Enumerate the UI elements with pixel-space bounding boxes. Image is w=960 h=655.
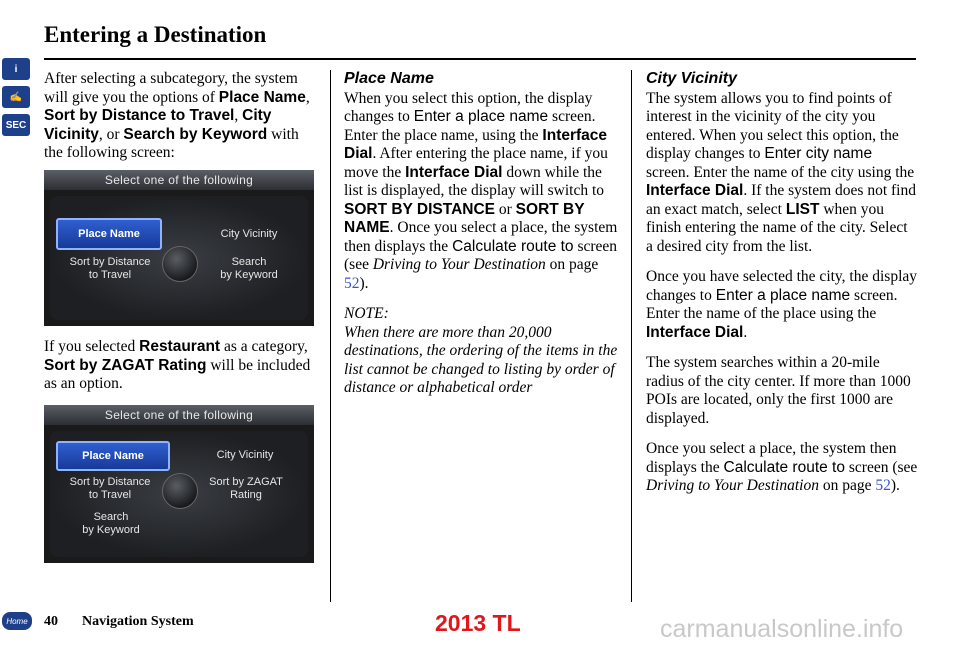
text: with the following screen: — [44, 125, 299, 161]
term-sort-by-distance: SORT BY DISTANCE — [344, 200, 495, 218]
page-title: Entering a Destination — [44, 22, 267, 47]
voice-glyph: ✍ — [9, 91, 23, 103]
side-tabs — [2, 58, 32, 142]
screen-name: Enter city name — [764, 145, 873, 162]
text: . Once you select a place, the system then displays the — [344, 219, 618, 255]
text: on page — [545, 256, 599, 273]
text: Sort by Distance — [69, 476, 151, 488]
term-interface-dial: Interface Dial — [405, 163, 503, 181]
text: as a category, — [220, 338, 308, 355]
term-sort-distance: Sort by Distance to Travel — [44, 107, 235, 124]
text: screen (see — [344, 237, 618, 273]
section-heading-city-vicinity: City Vicinity — [646, 70, 737, 87]
option-city-vicinity[interactable]: City Vicinity — [216, 449, 274, 461]
column-middle — [344, 70, 619, 410]
text: to Travel — [88, 269, 132, 281]
option-sort-distance[interactable] — [54, 476, 166, 502]
text: Once you select a place, the system then displays the — [646, 440, 897, 476]
text: Search — [231, 256, 267, 268]
term-interface-dial: Interface Dial — [646, 182, 744, 199]
note-label: NOTE: — [344, 305, 389, 322]
intro-paragraph — [44, 70, 316, 163]
text: screen. Enter the name of the city using the — [646, 163, 915, 181]
screen-name: Enter a place name — [715, 286, 851, 304]
term-search-keyword: Search by Keyword — [123, 125, 268, 143]
text: down while the list is displayed, the display will switch to — [344, 163, 605, 199]
term-sort-by-name: SORT BY NAME — [344, 200, 585, 236]
interface-dial-icon — [162, 473, 198, 509]
term-place-name: Place Name — [218, 88, 306, 106]
term-sort-zagat: Sort by ZAGAT Rating — [44, 356, 207, 374]
place-name-paragraph — [344, 90, 619, 294]
restaurant-text — [44, 338, 316, 394]
text: Rating — [230, 489, 262, 501]
text: screen (see — [845, 458, 918, 476]
term-list: LIST — [785, 200, 820, 218]
text: Search — [93, 511, 129, 523]
text: , or — [98, 125, 124, 143]
text: when you finish entering the name of the city. Select a desired city from the list. — [646, 200, 908, 255]
text: by Keyword — [220, 269, 278, 281]
restaurant-paragraph — [44, 338, 316, 406]
text: screen. Enter the place name, using the — [344, 108, 596, 144]
option-search-keyword[interactable] — [66, 511, 156, 537]
reference-title: Driving to Your Destination — [372, 256, 546, 273]
note-text: When there are more than 20,000 destinations, the ordering of the items in the list cannot be changed to listing by order of distance or alphabetical order — [344, 323, 618, 396]
voice-icon[interactable] — [2, 86, 30, 108]
screen-name: Calculate route to — [452, 237, 574, 255]
footer-label: Navigation System — [82, 614, 194, 629]
text: When you select this option, the display changes to — [344, 89, 593, 125]
text: ). — [359, 274, 369, 292]
text: by Keyword — [82, 524, 140, 536]
model-label: 2013 TL — [435, 610, 521, 636]
option-sort-zagat[interactable] — [194, 476, 298, 502]
option-sort-distance[interactable] — [54, 256, 166, 282]
city-paragraph-4 — [646, 440, 918, 496]
city-paragraph-3: The system searches within a 20-mile radius of the city center. If more than 1000 POIs are located, only the first 1000 are displayed. — [646, 354, 911, 427]
option-place-name[interactable]: Place Name — [56, 441, 170, 471]
column-divider — [330, 70, 331, 602]
column-right — [646, 70, 918, 508]
term-interface-dial: Interface Dial — [344, 126, 608, 162]
page-link[interactable]: 52 — [875, 477, 891, 494]
text: Sort by Distance — [69, 256, 151, 268]
term-city-vicinity: City Vicinity — [44, 107, 272, 143]
text: on page — [818, 477, 876, 494]
screen-header: Select one of the following — [44, 170, 314, 190]
home-icon[interactable] — [2, 612, 32, 630]
text: will be included as an option. — [44, 356, 311, 392]
option-place-name[interactable]: Place Name — [56, 218, 162, 250]
text: The system allows you to find points of interest in the vicinity of the city you entered. When you select this option, the display changes to — [646, 89, 899, 162]
text: , — [305, 88, 310, 106]
info-glyph: i — [14, 63, 18, 75]
screen-shot-2 — [44, 405, 314, 563]
page-link[interactable]: 52 — [344, 274, 360, 292]
reference-title: Driving to Your Destination — [646, 477, 819, 494]
section-heading-place-name: Place Name — [344, 70, 434, 87]
column-divider — [631, 70, 632, 602]
text: to Travel — [88, 489, 132, 501]
text: After selecting a subcategory, the system will give you the options of — [44, 70, 298, 106]
text: screen. Enter the name of the place using the — [646, 286, 898, 322]
text: . If the system does not find an exact match, select — [646, 182, 916, 218]
option-city-vicinity[interactable]: City Vicinity — [220, 228, 278, 240]
text: or — [495, 200, 516, 218]
text: If you selected — [44, 338, 140, 355]
page-number: 40 — [44, 614, 58, 629]
home-label: Home — [6, 616, 28, 626]
option-search-keyword[interactable] — [204, 256, 294, 282]
text: Once you have selected the city, the display changes to — [646, 268, 918, 304]
screen-header: Select one of the following — [44, 405, 314, 425]
city-paragraph-2 — [646, 268, 918, 342]
title-rule — [44, 58, 916, 60]
sec-glyph: SEC — [5, 119, 27, 131]
text: ). — [890, 477, 900, 494]
term-interface-dial: Interface Dial — [646, 323, 744, 341]
text: , — [234, 107, 243, 124]
text: . — [743, 323, 748, 341]
text: . After entering the place name, if you move the — [344, 145, 608, 181]
screen-name: Enter a place name — [413, 108, 549, 125]
screen-name: Calculate route to — [723, 458, 845, 476]
column-left — [44, 70, 316, 175]
watermark: carmanualsonline.info — [660, 615, 904, 643]
text: Sort by ZAGAT — [209, 476, 283, 488]
note-paragraph — [344, 305, 619, 398]
interface-dial-icon — [162, 246, 198, 282]
city-paragraph-1 — [646, 90, 918, 257]
term-restaurant: Restaurant — [139, 338, 221, 355]
sec-icon[interactable] — [2, 114, 30, 136]
screen-shot-1 — [44, 170, 314, 326]
info-icon[interactable] — [2, 58, 30, 80]
